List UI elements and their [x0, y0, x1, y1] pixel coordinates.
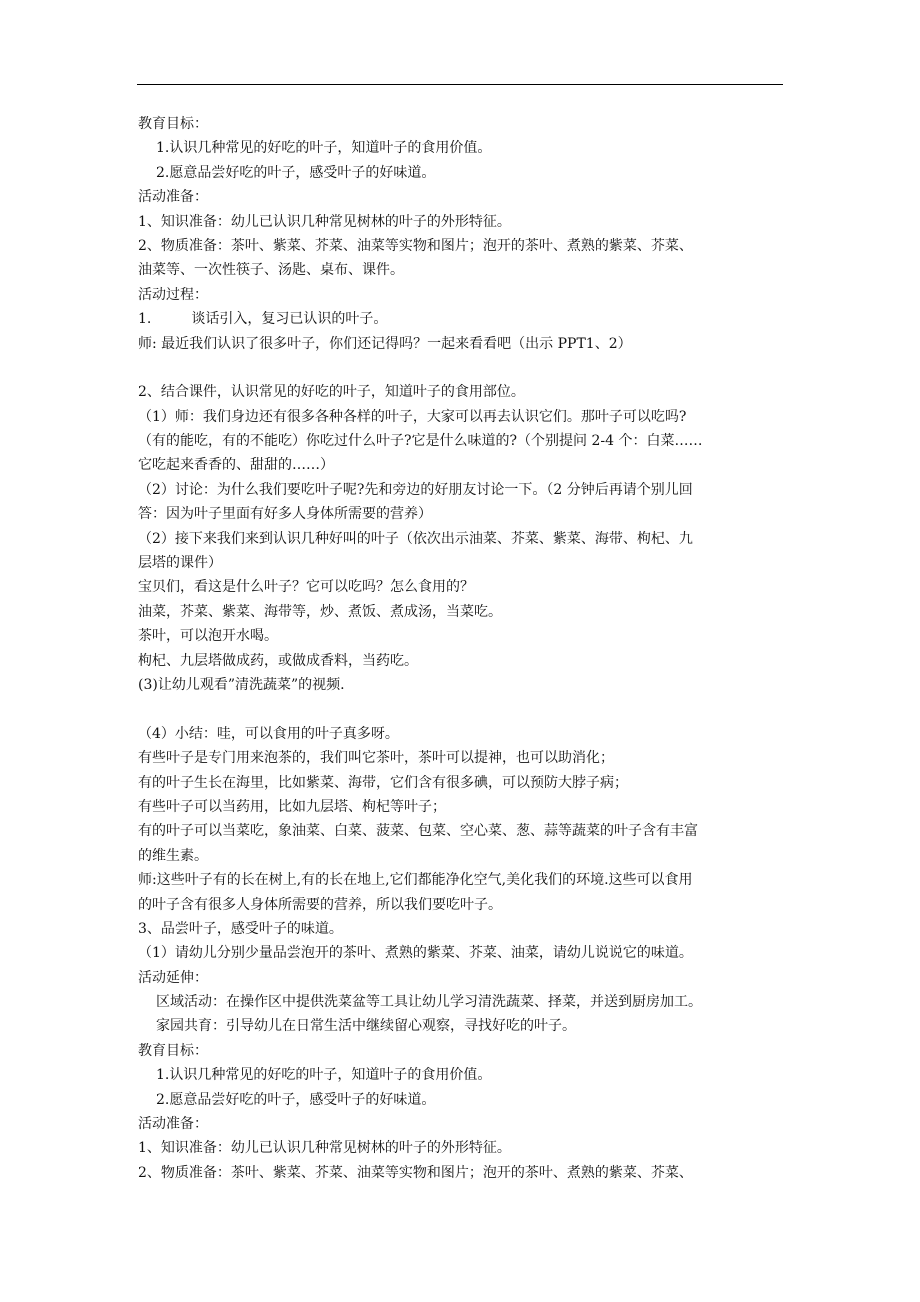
goal-item-2: 2.愿意品尝好吃的叶子，感受叶子的好味道。 — [156, 164, 436, 181]
paragraph-line: 有的叶子生长在海里，比如紫菜、海带，它们含有很多碘，可以预防大脖子病； — [138, 774, 628, 791]
process-step-1 — [138, 307, 786, 331]
preparation-item-1-repeat: 1、知识准备：幼儿已认识几种常见树林的叶子的外形特征。 — [138, 1140, 511, 1157]
document-body — [138, 112, 786, 1185]
goal-item-1: 1.认识几种常见的好吃的叶子，知道叶子的食用价值。 — [156, 140, 492, 157]
process-step-3: 3、品尝叶子，感受叶子的味道。 — [138, 920, 343, 937]
section-heading-preparation-repeat: 活动准备： — [138, 1116, 208, 1133]
section-heading-goals: 教育目标： — [138, 116, 208, 132]
preparation-item-2: 2、物质准备：茶叶、紫菜、芥菜、油菜等实物和图片；泡开的茶叶、煮熟的紫菜、芥菜、 — [138, 237, 693, 254]
goal-item-2-repeat: 2.愿意品尝好吃的叶子，感受叶子的好味道。 — [156, 1091, 436, 1108]
section-heading-process: 活动过程： — [138, 286, 208, 303]
paragraph-line: 师: 最近我们认识了很多叶子，你们还记得吗？一起来看看吧（出示 PPT1、2） — [138, 335, 632, 352]
section-heading-preparation: 活动准备： — [138, 189, 208, 206]
process-step-1-number: 1. — [138, 311, 152, 328]
extension-item-home: 家园共育：引导幼儿在日常生活中继续留心观察，寻找好吃的叶子。 — [156, 1018, 576, 1035]
goal-item-1-repeat: 1.认识几种常见的好吃的叶子，知道叶子的食用价值。 — [156, 1067, 492, 1084]
blank-line — [138, 697, 786, 721]
paragraph-line: 有些叶子是专门用来泡茶的，我们叫它茶叶，茶叶可以提神，也可以助消化； — [138, 750, 614, 767]
paragraph-line: （2）讨论：为什么我们要吃叶子呢?先和旁边的好朋友讨论一下。（2 分钟后再请个别儿回 — [138, 481, 693, 498]
paragraph-line: （有的能吃，有的不能吃）你吃过什么叶子?它是什么味道的?（个别提问 2-4 个：白菜…… — [138, 433, 703, 450]
section-heading-goals-repeat: 教育目标： — [138, 1042, 208, 1059]
paragraph-line: 答：因为叶子里面有好多人身体所需要的营养） — [138, 506, 432, 523]
summary-heading: （4）小结：哇，可以食用的叶子真多呀。 — [138, 725, 399, 742]
paragraph-line: 的叶子含有很多人身体所需要的营养，所以我们要吃叶子。 — [138, 896, 502, 913]
paragraph-line: 枸杞、九层塔做成药，或做成香料，当药吃。 — [138, 652, 418, 669]
extension-item-area: 区域活动：在操作区中提供洗菜盆等工具让幼儿学习清洗蔬菜、择菜，并送到厨房加工。 — [156, 994, 702, 1011]
paragraph-line: (3)让幼儿观看”清洗蔬菜”的视频. — [138, 676, 345, 693]
paragraph-line: 茶叶，可以泡开水喝。 — [138, 628, 278, 645]
paragraph-line: 层塔的课件） — [138, 555, 222, 572]
preparation-item-2-repeat: 2、物质准备：茶叶、紫菜、芥菜、油菜等实物和图片；泡开的茶叶、煮熟的紫菜、芥菜、 — [138, 1164, 693, 1181]
preparation-item-2-cont: 油菜等、一次性筷子、汤匙、桌布、课件。 — [138, 262, 404, 279]
paragraph-line: 师:这些叶子有的长在树上,有的长在地上,它们都能净化空气,美化我们的环境.这些可以食用 — [138, 872, 693, 889]
paragraph-line: 油菜，芥菜、紫菜、海带等，炒、煮饭、煮成汤，当菜吃。 — [138, 603, 502, 620]
paragraph-line: 它吃起来香香的、甜甜的……） — [138, 457, 334, 474]
process-step-2: 2、结合课件，认识常见的好吃的叶子，知道叶子的食用部位。 — [138, 384, 525, 401]
paragraph-line: （2）接下来我们来到认识几种好叫的叶子（依次出示油菜、芥菜、紫菜、海带、枸杞、九 — [138, 530, 693, 547]
paragraph-line: （1）师：我们身边还有很多各种各样的叶子，大家可以再去认识它们。那叶子可以吃吗? — [138, 408, 687, 425]
blank-line — [138, 356, 786, 380]
paragraph-line: （1）请幼儿分别少量品尝泡开的茶叶、煮熟的紫菜、芥菜、油菜，请幼儿说说它的味道。 — [138, 945, 693, 962]
paragraph-line: 有的叶子可以当菜吃，象油菜、白菜、菠菜、包菜、空心菜、葱、蒜等蔬菜的叶子含有丰富 — [138, 823, 698, 840]
preparation-item-1: 1、知识准备：幼儿已认识几种常见树林的叶子的外形特征。 — [138, 213, 511, 230]
paragraph-line: 的维生素。 — [138, 847, 208, 864]
header-rule — [137, 84, 783, 85]
section-heading-extension: 活动延伸： — [138, 969, 208, 986]
paragraph-line: 有些叶子可以当药用，比如九层塔、枸杞等叶子； — [138, 798, 446, 815]
process-step-1-text: 谈话引入，复习已认识的叶子。 — [191, 311, 388, 328]
paragraph-line: 宝贝们，看这是什么叶子？它可以吃吗？怎么食用的？ — [138, 579, 474, 596]
